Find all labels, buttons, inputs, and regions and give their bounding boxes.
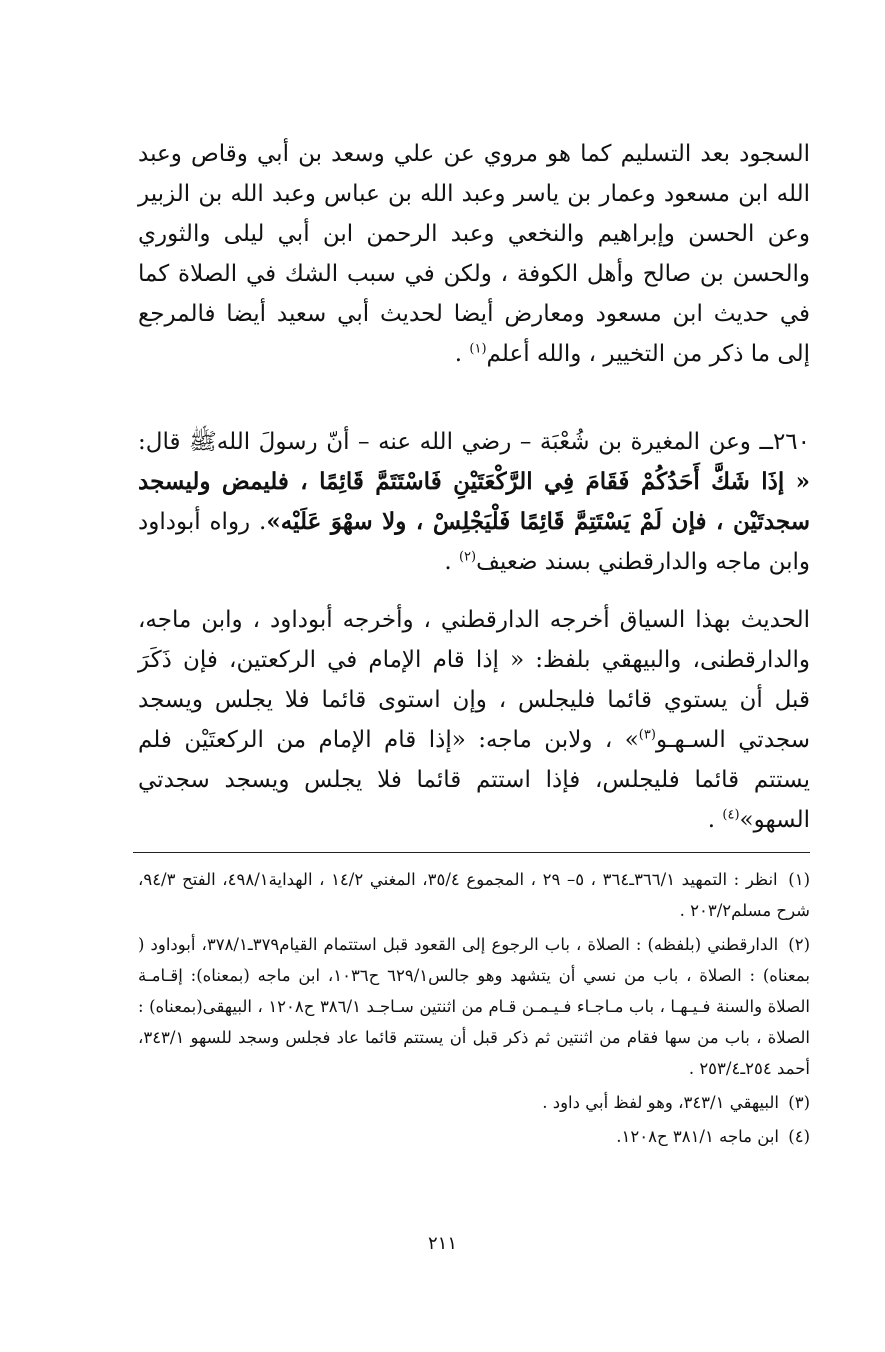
body-paragraph-1 [138, 134, 810, 374]
footnote-number: (٣) [788, 1093, 810, 1112]
paragraph-text-part-1: الحديث بهذا السياق أخرجه الدارقطني ، وأخرجه أبوداود ، وابن ماجه، والدارقطنى، والبيهقي بلفظ: « إذا قام الإمام في الركعتين، فإن ذَكَرَ قبل أن يستوي قائما فليجلس ، وإن استوى قائما فلا يجلس ويسجد سجدتي السـهـو [138, 607, 811, 753]
paragraph-text-part-2: » ، ولابن ماجه: «إذا قام الإمام من الركعتَيْن فلم يستتم قائما فليجلس، فإذا استتم قائما فلا يجلس ويسجد سجدتي السهو» [138, 727, 810, 833]
footnote-text: الدارقطني (بلفظه) : الصلاة ، باب الرجوع إلى القعود قبل استتمام القيام٣٧٩ـ٣٧٨/١، أبوداود ( بمعناه) : الصلاة ، باب من نسي أن يتشهد وهو جالس٦٢٩/١ ح١٠٣٦، ابن ماجه (بمعناه): إقـامـة الصلاة والسنة فـيـهـا ، باب مـاجـاء فـيـمـن قـام من اثنتين سـاجـد ٣٨٦/١ ح١٢٠٨ ، البيهقى(بمعناه) : الصلاة ، باب من سها فقام من اثنتين ثم ذكر قبل أن يستتم قائما عاد فجلس وسجد للسهو ٣٤٣/١، أحمد ٢٥٤ـ٢٥٣/٤ . [138, 935, 810, 1078]
hadith-source: . رواه أبوداود وابن ماجه والدارقطني بسند ضعيف [138, 509, 810, 575]
footnote-reference-2[interactable]: (٢) [458, 549, 477, 565]
hadith-intro: ٢٦٠ــ وعن المغيرة بن شُعْبَة – رضي الله عنه – أنّ رسولَ اللهﷺ قال: [138, 429, 810, 455]
paragraph-tail: . [707, 807, 723, 833]
paragraph-tail: . [454, 341, 470, 367]
footnote-reference-1[interactable]: (١) [469, 341, 487, 357]
footnote-1 [138, 864, 810, 926]
hadith-paragraph-260 [138, 422, 810, 582]
footnote-2 [138, 929, 810, 1084]
footnote-number: (٤) [788, 1127, 810, 1146]
footnote-3 [138, 1087, 810, 1118]
footnote-4 [138, 1121, 810, 1152]
footnote-number: (٢) [788, 935, 810, 954]
footnote-number: (١) [788, 870, 810, 889]
footnote-reference-3[interactable]: (٣) [638, 727, 656, 743]
body-paragraph-3 [138, 600, 810, 840]
paragraph-tail: . [444, 549, 459, 575]
footnotes-list [138, 864, 810, 1155]
footnote-reference-4[interactable]: (٤) [722, 807, 740, 823]
page-number: ٢١١ [427, 1233, 457, 1254]
paragraph-text: السجود بعد التسليم كما هو مروي عن علي وسعد بن أبي وقاص وعبد الله ابن مسعود وعمار بن ياسر وعبد الله بن عباس وعبد الله بن الزبير وعن الحسن وإبراهيم والنخعي وعبد الرحمن ابن أبي ليلى والثوري والحسن بن صالح وأهل الكوفة ، ولكن في سبب الشك في الصلاة كما في حديث ابن مسعود ومعارض أيضا لحديث أبي سعيد أيضا فالمرجع إلى ما ذكر من التخيير ، والله أعلم [138, 141, 810, 367]
footnote-text: ابن ماجه ٣٨١/١ ح١٢٠٨. [616, 1127, 779, 1146]
footnote-text: البيهقي ٣٤٣/١، وهو لفظ أبي داود . [542, 1093, 779, 1112]
hadith-quote: « إذَا شَكَّ أَحَدُكُمْ فَقَامَ فِي الرَّكْعَتَيْنِ فَاسْتَتَمَّ قَائِمًا ، فليمض وليسجد سجدتَيْن ، فإن لَمْ يَسْتَتِمَّ قَائِمًا فَلْيَجْلِسْ ، ولا سهْوَ عَلَيْه» [138, 468, 810, 535]
footnote-divider [133, 852, 810, 853]
footnote-text: انظر : التمهيد ٣٦٦/١ـ٣٦٤ ، ٥– ٢٩ ، المجموع ٣٥/٤، المغني ١٤/٢ ، الهداية٤٩٨/١، الفتح ٩٤/٣، شرح مسلم٢٠٣/٢ . [138, 870, 810, 920]
